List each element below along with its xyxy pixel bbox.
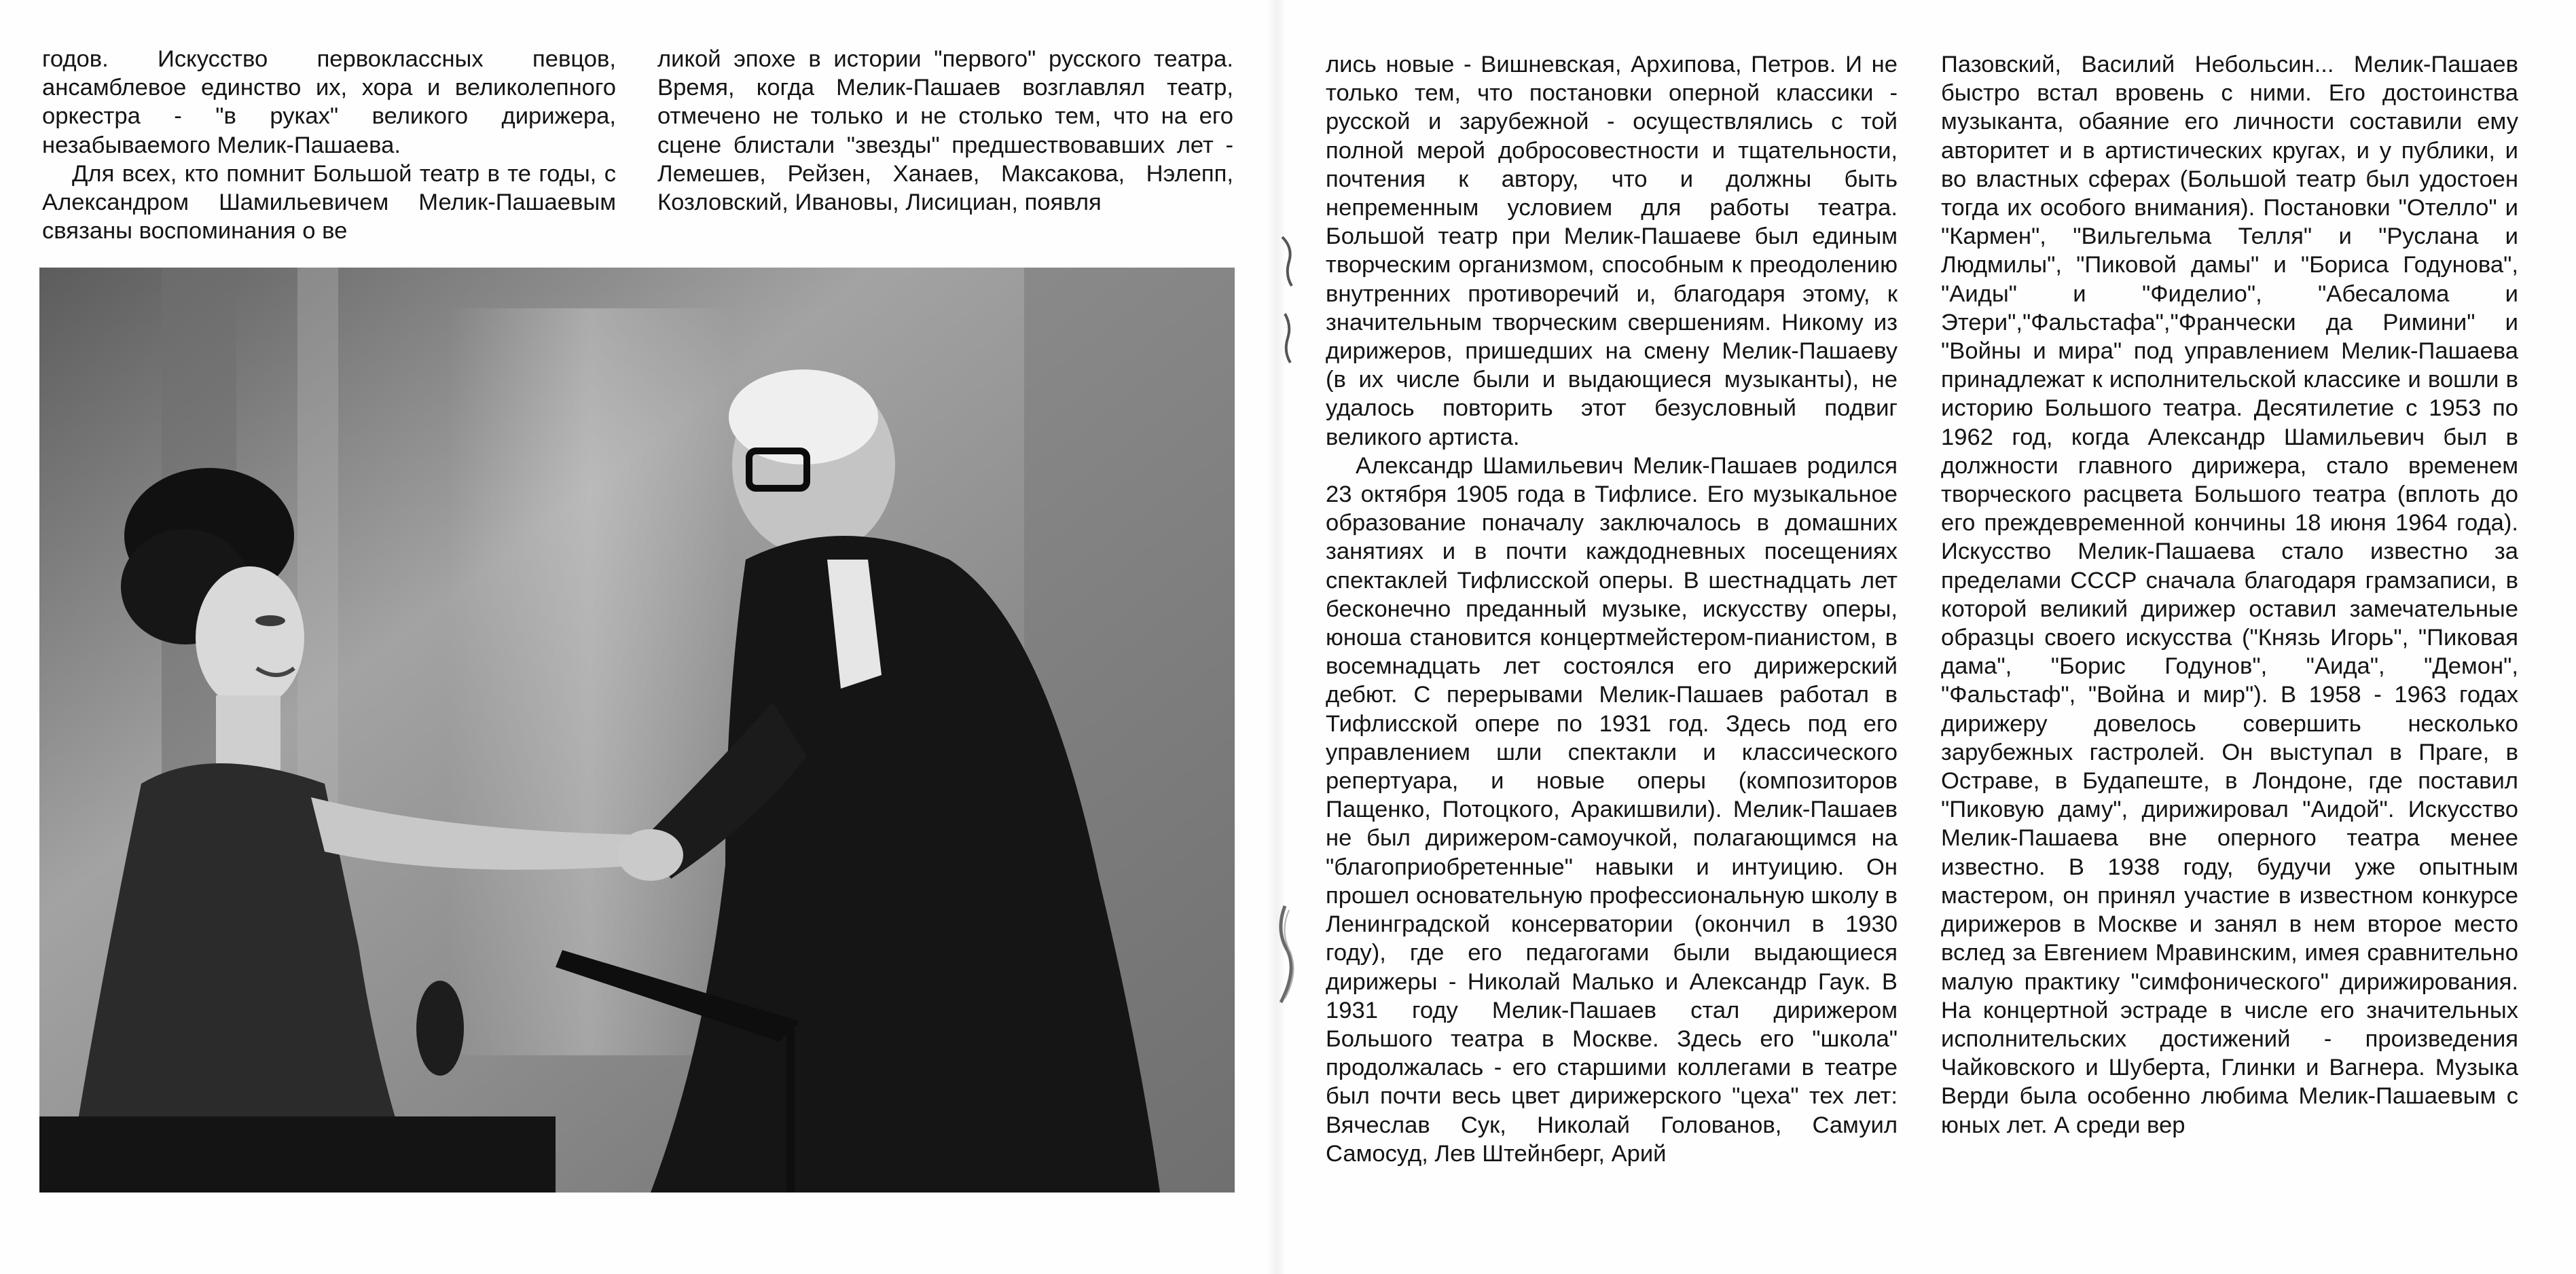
text-column-3 bbox=[1326, 50, 1898, 1168]
text-column-4 bbox=[1941, 50, 2518, 1140]
text-column-2 bbox=[657, 45, 1233, 217]
paragraph: Александр Шамильевич Мелик-Пашаев родился 23 октября 1905 года в Тифлисе. Его музыкальное образование поначалу заключалось в домашних занятиях и в почти каждодневных посещениях спектаклей Тифлисской оперы. В шестнадцать лет бесконечно преданный музыке, искусству оперы, юноша становится концертмейстером-пианистом, в восемнадцать лет состоялся его дирижерский дебют. С перерывами Мелик-Пашаев работал в Тифлисской опере по 1931 год. Здесь под его управлением шли спектакли и классического репертуара, и новые оперы (композиторов Пащенко, Потоцкого, Аракишвили). Мелик-Пашаев не был дирижером-самоучкой, полагающимся на "благоприобретенные" навыки и интуицию. Он прошел основательную профессиональную школу в Ленинградской консерватории (окончил в 1930 году), где его педагогами были выдающиеся дирижеры - Николай Малько и Александр Гаук. В 1931 году Мелик-Пашаев стал дирижером Большого театра в Москве. Здесь его "школа" продолжалась - его старшими коллегами в театре был почти весь цвет дирижерского "цеха" тех лет: Вячеслав Сук, Николай Голованов, Самуил Самосуд, Лев Штейнберг, Арий bbox=[1326, 452, 1898, 1167]
paragraph: Пазовский, Василий Небольсин... Мелик-Пашаев быстро встал вровень с ними. Его достоинства музыканта, обаяние его личности составили ему авторитет и в артистических кругах, и у публики, и во властных сферах (Большой театр был удостоен тогда их особого внимания). Постановки "Отелло" и "Кармен", "Вильгельма Телля" и "Руслана и Людмилы", "Пиковой дамы" и "Бориса Годунова", "Аиды" и "Фиделио", "Абесалома и Этери","Фальстафа","Франчески да Римини" и "Войны и мира" под управлением Мелик-Пашаева принадлежат к исполнительской классике и вошли в историю Большого театра. Десятилетие с 1953 по 1962 год, когда Александр Шамильевич был в должности главного дирижера, стало временем творческого расцвета Большого театра (вплоть до его преждевременной кончины 18 июня 1964 года). Искусство Мелик-Пашаева стало известно за пределами СССР сначала благодаря грамзаписи, в которой великий дирижер оставил замечательные образцы своего искусства ("Князь Игорь", "Пиковая дама", "Борис Годунов", "Аида", "Демон", "Фальстаф", "Война и мир"). В 1958 - 1963 годах дирижеру довелось совершить несколько зарубежных гастролей. Он выступал в Праге, в Остраве, в Будапеште, в Лондоне, где поставил "Пиковую даму", дирижировал "Аидой". Искусство Мелик-Пашаева вне оперного театра менее известно. В 1938 году, будучи уже опытным мастером, он принял участие в известном конкурсе дирижеров в Москве и занял в нем второе место вслед за Евгением Мравинским, имея сравнительно малую практику "симфонического" дирижирования. На концертной эстраде в числе его значительных исполнительских достижений - произведения Чайковского и Шуберта, Глинки и Вагнера. Музыка Верди была особенно любима Мелик-Пашаевым с юных лет. А среди вер bbox=[1941, 52, 2518, 1138]
paragraph: годов. Искусство первоклассных певцов, ансамблевое единство их, хора и великолепного оркестра - "в руках" великого дирижера, незабываемого Мелик-Пашаева. bbox=[42, 46, 616, 158]
staple-icon bbox=[1277, 234, 1297, 289]
text-column-1 bbox=[42, 45, 616, 245]
photo-conductor-and-singer bbox=[39, 268, 1235, 1193]
staple-icon bbox=[1271, 903, 1299, 1005]
paragraph: Для всех, кто помнит Большой театр в те годы, с Александром Шамильевичем Мелик-Пашаевым связаны воспоминания о ве bbox=[42, 160, 616, 244]
photo-illustration bbox=[39, 268, 1235, 1193]
paragraph: лись новые - Вишневская, Архипова, Петров. И не только тем, что постановки оперной классики - русской и зарубежной - осуществлялись с той полной мерой добросовестности и тщательности, почтения к автору, что и должны быть непременным условием для работы театра. Большой театр при Мелик-Пашаеве был единым творческим организмом, способным к преодолению внутренних противоречий и, благодаря этому, к значительным творческим свершениям. Никому из дирижеров, пришедших на смену Мелик-Пашаеву (в их числе были и выдающиеся музыканты), не удалось повторить этот безусловный подвиг великого артиста. bbox=[1326, 52, 1898, 450]
paragraph: ликой эпохе в истории "первого" русского театра. Время, когда Мелик-Пашаев возглавлял театр, отмечено не только и не столько тем, что на его сцене блистали "звезды" предшествовавших лет - Лемешев, Рейзен, Ханаев, Максакова, Нэлепп, Козловский, Ивановы, Лисициан, появля bbox=[657, 46, 1233, 216]
staple-icon bbox=[1277, 311, 1297, 365]
booklet-fold bbox=[1267, 0, 1286, 1274]
